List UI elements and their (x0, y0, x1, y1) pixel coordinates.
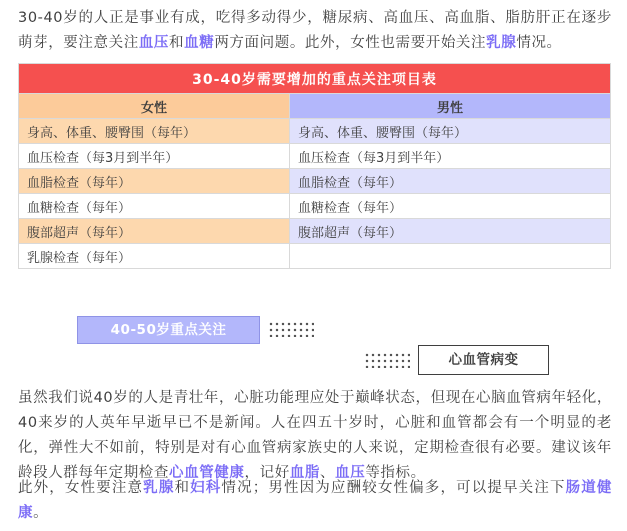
highlight-cardiovascular-health: 心血管健康 (169, 465, 245, 481)
male-cell: 血压检查（每3月到半年） (290, 144, 611, 169)
highlight-blood-lipid: 血脂 (289, 465, 321, 481)
intro-text-2: 和 (169, 35, 185, 51)
para2-text-3: 、 (320, 465, 336, 481)
highlight-gynecology: 妇科 (190, 480, 222, 496)
male-cell: 腹部超声（每年） (290, 219, 611, 244)
male-column-header: 男性 (290, 94, 611, 119)
subsection-heading-cardiovascular: 心血管病变 (418, 345, 549, 375)
decorative-dots (268, 321, 314, 337)
para2-text-4: 等指标。 (365, 465, 426, 481)
para3-text-1: 此外，女性要注意 (18, 480, 144, 496)
intro-text-4: 情况。 (516, 35, 562, 51)
female-cell: 身高、体重、腰臀围（每年） (19, 119, 290, 144)
male-cell: 血糖检查（每年） (290, 194, 611, 219)
table-row (19, 219, 611, 244)
highlight-breast-2: 乳腺 (143, 480, 175, 496)
male-cell (290, 244, 611, 269)
table-row (19, 244, 611, 269)
intro-paragraph (18, 6, 612, 56)
table-row (19, 144, 611, 169)
table-title-row (19, 64, 611, 94)
highlight-breast: 乳腺 (486, 35, 517, 51)
female-cell: 乳腺检查（每年） (19, 244, 290, 269)
cardiovascular-paragraph (18, 386, 612, 486)
table-row (19, 194, 611, 219)
intro-text-1: 30-40岁的人正是事业有成，吃得多动得少，糖尿病、高血压、高血脂、脂肪肝正在逐步萌芽，要注意关注 (18, 10, 612, 51)
female-cell: 血糖检查（每年） (19, 194, 290, 219)
para3-text-2: 和 (174, 480, 191, 496)
para3-text-4: 。 (33, 505, 49, 521)
additional-paragraph (18, 476, 612, 526)
female-column-header: 女性 (19, 94, 290, 119)
para2-text-1: 虽然我们说40岁的人是青壮年，心脏功能理应处于巅峰状态，但现在心脑血管病年轻化，40来岁的人英年早逝早已不是新闻。人在四五十岁时，心脏和血管都会有一个明显的老化，弹性大不如前，特别是对有心血管病家族史的人来说，定期检查很有必要。建议该年龄段人群每年定期检查 (18, 390, 612, 481)
highlight-blood-pressure-2: 血压 (335, 465, 366, 481)
section-heading-40-50: 40-50岁重点关注 (77, 316, 260, 344)
highlight-intestinal-health: 肠道健康 (18, 480, 612, 521)
highlight-blood-pressure: 血压 (138, 35, 170, 51)
table-header-row (19, 94, 611, 119)
decorative-dots (364, 352, 410, 368)
table-row (19, 169, 611, 194)
table-title: 30-40岁需要增加的重点关注项目表 (19, 64, 611, 94)
female-cell: 血压检查（每3月到半年） (19, 144, 290, 169)
intro-text-3: 两方面问题。此外，女性也需要开始关注 (214, 35, 487, 51)
male-cell: 血脂检查（每年） (290, 169, 611, 194)
female-cell: 腹部超声（每年） (19, 219, 290, 244)
female-cell: 血脂检查（每年） (19, 169, 290, 194)
male-cell: 身高、体重、腰臀围（每年） (290, 119, 611, 144)
para2-text-2: ，记好 (244, 465, 290, 481)
para3-text-3: 情况；男性因为应酬较女性偏多，可以提早关注下 (221, 480, 566, 496)
highlight-blood-sugar: 血糖 (184, 35, 215, 51)
table-row (19, 119, 611, 144)
checkup-table (18, 63, 611, 269)
